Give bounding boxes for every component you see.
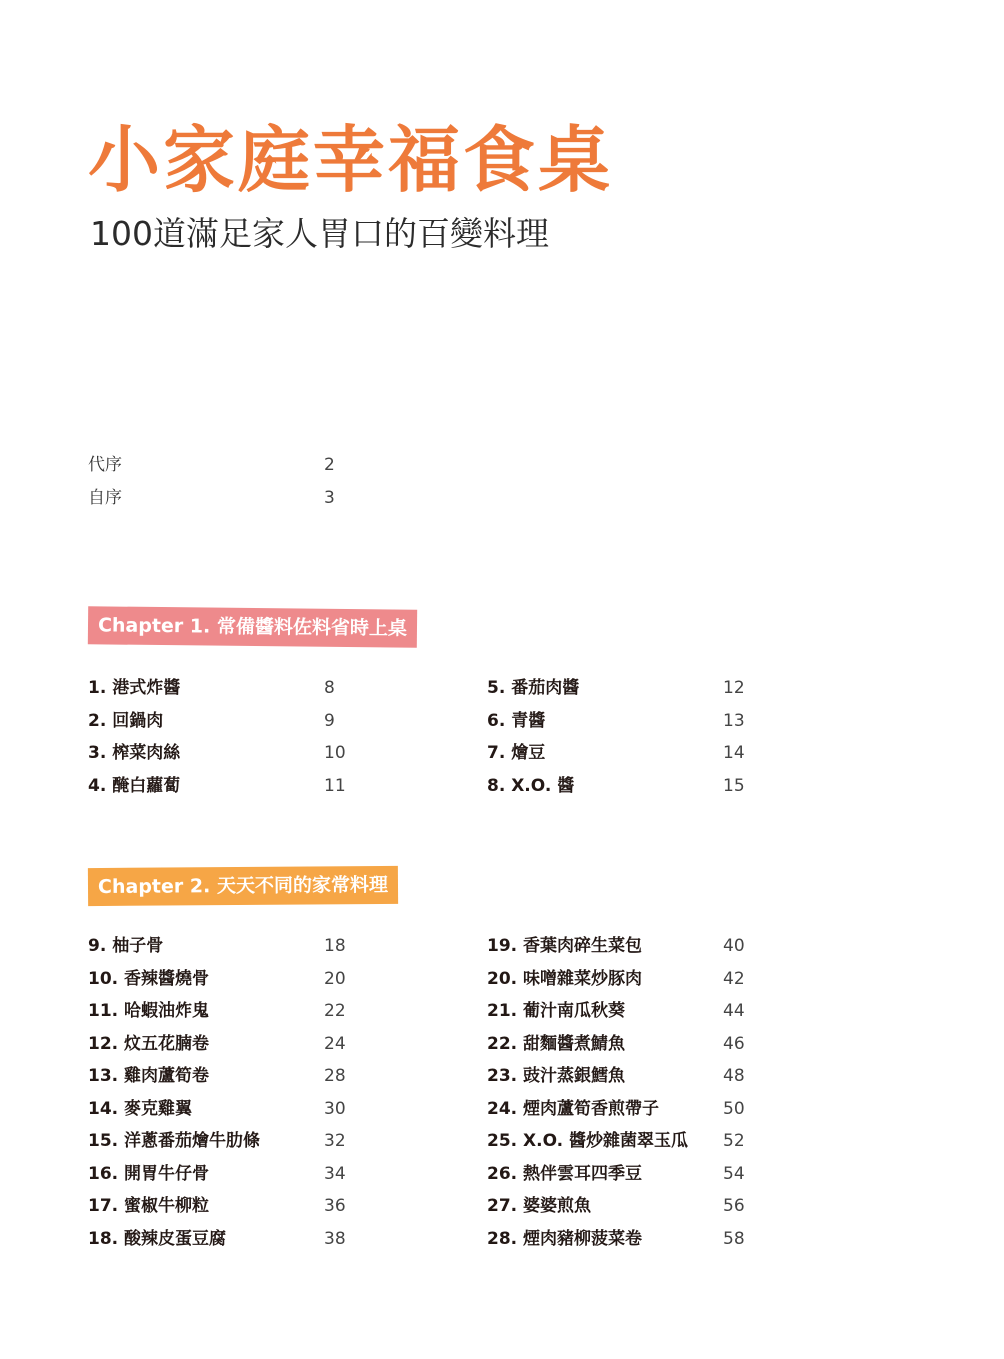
chapter-1-heading: Chapter 1. 常備醬料佐料省時上桌 (88, 606, 417, 647)
toc-entry-page: 22 (324, 1001, 346, 1021)
toc-entry-title: 3. 榨菜肉絲 (88, 743, 181, 763)
toc-entry[interactable] (487, 1060, 867, 1093)
chapter-2-heading: Chapter 2. 天天不同的家常料理 (88, 866, 398, 906)
toc-entry-page: 24 (324, 1033, 346, 1054)
toc-entry[interactable] (88, 1125, 468, 1158)
toc-entry-title: 27. 婆婆煎魚 (487, 1196, 592, 1216)
toc-entry[interactable] (88, 1093, 468, 1126)
toc-entry-page: 9 (324, 710, 335, 731)
preface-list (88, 449, 588, 514)
toc-entry-page: 12 (723, 678, 745, 698)
toc-entry-title: 16. 開胃牛仔骨 (88, 1163, 210, 1184)
toc-entry-title: 26. 熱伴雲耳四季豆 (487, 1163, 643, 1184)
toc-entry-page: 3 (324, 487, 335, 508)
toc-entry-title: 7. 燴豆 (487, 743, 546, 763)
toc-entry-page: 52 (723, 1131, 745, 1151)
book-title: 小家庭幸福食桌 (88, 118, 614, 202)
toc-entry-page: 18 (324, 936, 346, 956)
toc-entry[interactable] (487, 930, 867, 963)
toc-entry-title: 8. X.O. 醬 (487, 775, 575, 796)
toc-entry[interactable] (487, 1093, 867, 1126)
toc-entry-title: 代序 (88, 455, 122, 475)
toc-entry[interactable] (487, 1223, 867, 1256)
toc-entry-page: 46 (723, 1033, 745, 1054)
toc-entry-page: 34 (324, 1163, 346, 1184)
toc-entry-page: 42 (723, 968, 745, 989)
toc-entry-preface-2[interactable] (88, 482, 588, 515)
toc-entry-title: 11. 哈蝦油炸鬼 (88, 1001, 210, 1021)
toc-entry[interactable] (487, 1190, 867, 1223)
toc-entry-title: 10. 香辣醬燒骨 (88, 968, 210, 989)
toc-entry-page: 30 (324, 1098, 346, 1119)
toc-entry-page: 40 (723, 936, 745, 956)
toc-entry-title: 20. 味噌雜菜炒豚肉 (487, 968, 643, 989)
toc-entry-title: 19. 香葉肉碎生菜包 (487, 936, 643, 956)
toc-entry-page: 15 (723, 775, 745, 796)
toc-entry-page: 58 (723, 1228, 745, 1249)
toc-entry-title: 9. 柚子骨 (88, 936, 164, 956)
toc-entry-page: 8 (324, 678, 335, 698)
toc-entry-title: 1. 港式炸醬 (88, 678, 181, 698)
toc-entry-title: 自序 (88, 487, 122, 508)
toc-entry[interactable] (88, 672, 468, 705)
toc-entry[interactable] (88, 737, 468, 770)
toc-entry-title: 21. 葡汁南瓜秋葵 (487, 1001, 626, 1021)
toc-entry-page: 13 (723, 710, 745, 731)
toc-entry-page: 44 (723, 1001, 745, 1021)
toc-entry[interactable] (88, 705, 468, 738)
toc-entry-page: 36 (324, 1196, 346, 1216)
chapter-1-list-left (88, 672, 468, 802)
toc-entry[interactable] (88, 995, 468, 1028)
chapter-2-list-right (487, 930, 867, 1255)
toc-entry[interactable] (487, 705, 867, 738)
toc-entry-title: 5. 番茄肉醬 (487, 678, 580, 698)
toc-entry-page: 50 (723, 1098, 745, 1119)
toc-entry-title: 13. 雞肉蘆筍卷 (88, 1066, 210, 1086)
toc-entry[interactable] (487, 1125, 867, 1158)
toc-entry-preface-1[interactable] (88, 449, 588, 482)
toc-entry-page: 20 (324, 968, 346, 989)
toc-entry[interactable] (487, 995, 867, 1028)
toc-entry-page: 48 (723, 1066, 745, 1086)
toc-entry-title: 17. 蜜椒牛柳粒 (88, 1196, 210, 1216)
toc-entry[interactable] (88, 1158, 468, 1191)
toc-entry[interactable] (88, 1190, 468, 1223)
toc-entry[interactable] (487, 1158, 867, 1191)
toc-entry-page: 14 (723, 743, 745, 763)
toc-entry-title: 4. 醃白蘿蔔 (88, 775, 181, 796)
toc-entry[interactable] (88, 1060, 468, 1093)
toc-entry[interactable] (487, 672, 867, 705)
toc-entry-title: 25. X.O. 醬炒雜菌翠玉瓜 (487, 1131, 689, 1151)
toc-entry[interactable] (88, 963, 468, 996)
chapter-2-list-left (88, 930, 468, 1255)
toc-entry[interactable] (487, 1028, 867, 1061)
toc-entry-title: 18. 酸辣皮蛋豆腐 (88, 1228, 227, 1249)
toc-entry-page: 56 (723, 1196, 745, 1216)
toc-entry-title: 14. 麥克雞翼 (88, 1098, 193, 1119)
toc-entry-page: 11 (324, 775, 346, 796)
toc-entry-title: 12. 炆五花腩卷 (88, 1033, 210, 1054)
toc-entry-title: 22. 甜麵醬煮鯖魚 (487, 1033, 626, 1054)
toc-entry-page: 54 (723, 1163, 745, 1184)
toc-entry[interactable] (487, 770, 867, 803)
toc-entry-title: 24. 煙肉蘆筍香煎帶子 (487, 1098, 660, 1119)
book-subtitle: 100道滿足家人胃口的百變料理 (90, 214, 549, 253)
toc-entry-page: 38 (324, 1228, 346, 1249)
toc-entry[interactable] (88, 1028, 468, 1061)
toc-entry-page: 2 (324, 455, 335, 475)
toc-entry-title: 23. 豉汁蒸銀鱈魚 (487, 1066, 626, 1086)
toc-entry-page: 32 (324, 1131, 346, 1151)
toc-entry-title: 6. 青醬 (487, 710, 546, 731)
toc-entry[interactable] (88, 1223, 468, 1256)
toc-entry-page: 28 (324, 1066, 346, 1086)
toc-entry[interactable] (88, 770, 468, 803)
chapter-1-list-right (487, 672, 867, 802)
toc-entry[interactable] (88, 930, 468, 963)
toc-entry-page: 10 (324, 743, 346, 763)
toc-entry-title: 2. 回鍋肉 (88, 710, 164, 731)
toc-entry[interactable] (487, 737, 867, 770)
toc-entry-title: 28. 煙肉豬柳菠菜卷 (487, 1228, 643, 1249)
toc-entry-title: 15. 洋蔥番茄燴牛肋條 (88, 1131, 261, 1151)
toc-entry[interactable] (487, 963, 867, 996)
